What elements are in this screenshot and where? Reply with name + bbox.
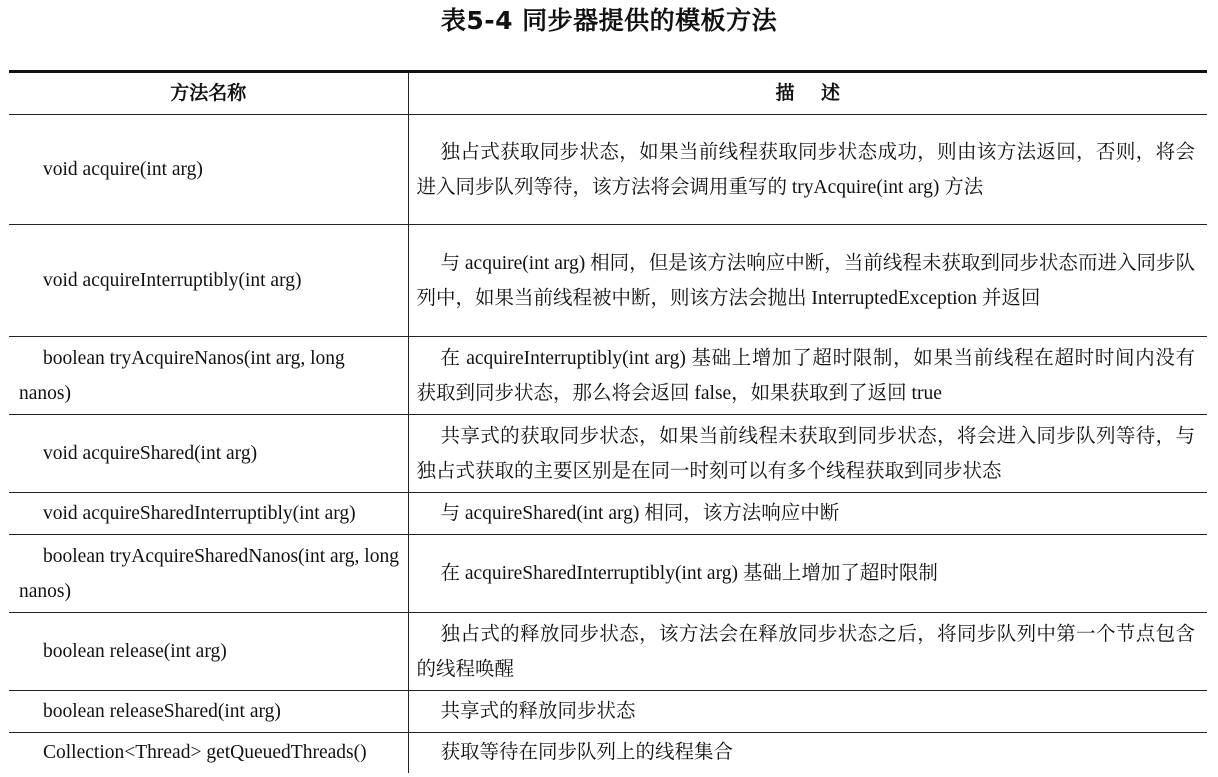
template-methods-table <box>9 70 1207 773</box>
method-name-cell: Collection<Thread> getQueuedThreads() <box>9 733 408 773</box>
table-row <box>9 613 1207 691</box>
table-row <box>9 691 1207 733</box>
method-description-cell: 与 acquire(int arg) 相同，但是该方法响应中断，当前线程未获取到同步状态而进入同步队列中，如果当前线程被中断，则该方法会抛出 InterruptedException 并返回 <box>408 225 1207 337</box>
table-row <box>9 337 1207 415</box>
method-description-cell: 在 acquireInterruptibly(int arg) 基础上增加了超时限制，如果当前线程在超时时间内没有获取到同步状态，那么将会返回 false，如果获取到了返回 true <box>408 337 1207 415</box>
method-name-cell: void acquire(int arg) <box>9 115 408 225</box>
method-name-cell: void acquireShared(int arg) <box>9 415 408 493</box>
method-description-cell: 共享式的释放同步状态 <box>408 691 1207 733</box>
method-name-cell: void acquireSharedInterruptibly(int arg) <box>9 493 408 535</box>
header-method-name: 方法名称 <box>9 72 408 115</box>
table-row <box>9 733 1207 773</box>
method-name-cell: boolean tryAcquireNanos(int arg, long nanos) <box>9 337 408 415</box>
header-description: 描 述 <box>408 72 1207 115</box>
table-row <box>9 415 1207 493</box>
method-description-cell: 独占式的释放同步状态，该方法会在释放同步状态之后，将同步队列中第一个节点包含的线程唤醒 <box>408 613 1207 691</box>
table-row <box>9 115 1207 225</box>
method-name-cell: boolean releaseShared(int arg) <box>9 691 408 733</box>
method-description-cell: 独占式获取同步状态，如果当前线程获取同步状态成功，则由该方法返回，否则，将会进入同步队列等待，该方法将会调用重写的 tryAcquire(int arg) 方法 <box>408 115 1207 225</box>
method-name-cell: boolean tryAcquireSharedNanos(int arg, long nanos) <box>9 535 408 613</box>
table-header-row <box>9 72 1207 115</box>
method-name-cell: boolean release(int arg) <box>9 613 408 691</box>
method-name-cell: void acquireInterruptibly(int arg) <box>9 225 408 337</box>
method-description-cell: 在 acquireSharedInterruptibly(int arg) 基础上增加了超时限制 <box>408 535 1207 613</box>
method-description-cell: 获取等待在同步队列上的线程集合 <box>408 733 1207 773</box>
method-description-cell: 共享式的获取同步状态，如果当前线程未获取到同步状态，将会进入同步队列等待，与独占式获取的主要区别是在同一时刻可以有多个线程获取到同步状态 <box>408 415 1207 493</box>
table-caption: 表5-4 同步器提供的模板方法 <box>440 6 778 35</box>
table-row <box>9 493 1207 535</box>
table-row <box>9 535 1207 613</box>
method-description-cell: 与 acquireShared(int arg) 相同，该方法响应中断 <box>408 493 1207 535</box>
table-row <box>9 225 1207 337</box>
